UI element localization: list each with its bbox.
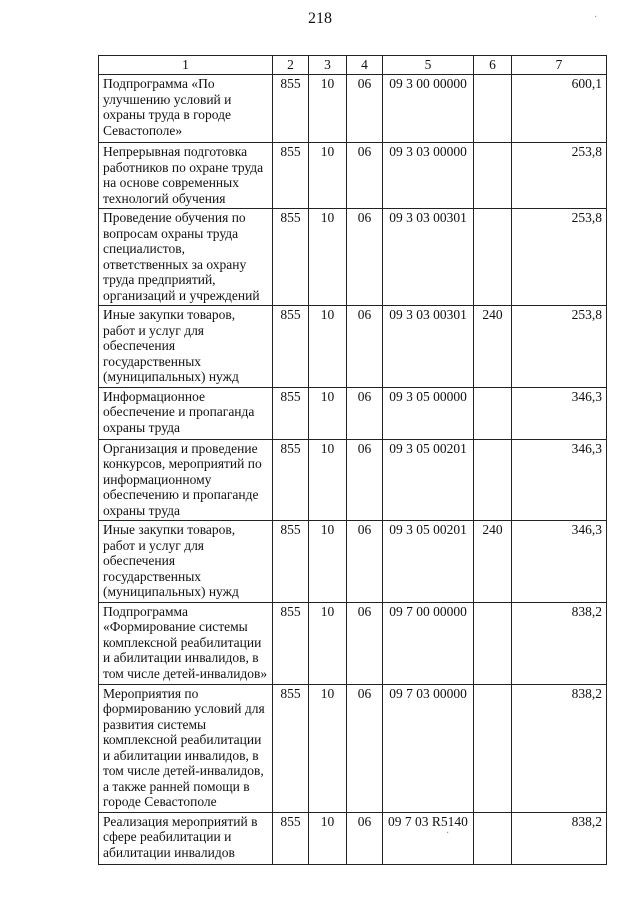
row-department: 855 — [273, 143, 309, 209]
row-amount: 600,1 — [512, 75, 607, 143]
row-subsection: 06 — [347, 602, 383, 684]
row-subsection: 06 — [347, 521, 383, 603]
row-target-article: 09 3 05 00000 — [383, 387, 474, 439]
row-subsection: 06 — [347, 439, 383, 521]
row-amount: 838,2 — [512, 812, 607, 864]
table-row — [99, 387, 607, 439]
row-expense-type — [474, 209, 512, 306]
row-target-article: 09 3 05 00201 — [383, 521, 474, 603]
row-subsection: 06 — [347, 209, 383, 306]
row-target-article: 09 3 03 00301 — [383, 306, 474, 388]
row-section: 10 — [309, 143, 347, 209]
row-department: 855 — [273, 812, 309, 864]
row-department: 855 — [273, 387, 309, 439]
row-section: 10 — [309, 387, 347, 439]
row-amount: 346,3 — [512, 387, 607, 439]
row-target-article: 09 7 03 00000 — [383, 684, 474, 812]
row-target-article: 09 3 05 00201 — [383, 439, 474, 521]
row-expense-type — [474, 143, 512, 209]
table-row — [99, 143, 607, 209]
row-department: 855 — [273, 439, 309, 521]
row-expense-type — [474, 387, 512, 439]
row-amount: 838,2 — [512, 602, 607, 684]
row-name: Мероприятия по формированию условий для развития системы комплексной реабилитации и абилитации инвалидов, в том числе детей-инвалидов, а также ранней помощи в городе Севастополе — [99, 684, 273, 812]
table-row — [99, 812, 607, 864]
table-row — [99, 684, 607, 812]
row-expense-type — [474, 602, 512, 684]
row-amount: 253,8 — [512, 209, 607, 306]
table-row — [99, 75, 607, 143]
row-department: 855 — [273, 209, 309, 306]
row-amount: 253,8 — [512, 143, 607, 209]
row-section: 10 — [309, 521, 347, 603]
table-header-row — [99, 56, 607, 75]
row-target-article: 09 3 03 00000 — [383, 143, 474, 209]
row-target-article: 09 7 00 00000 — [383, 602, 474, 684]
row-amount: 838,2 — [512, 684, 607, 812]
row-amount: 346,3 — [512, 439, 607, 521]
row-subsection: 06 — [347, 387, 383, 439]
page-number: 218 — [308, 10, 332, 27]
row-expense-type — [474, 75, 512, 143]
row-section: 10 — [309, 602, 347, 684]
row-expense-type: 240 — [474, 306, 512, 388]
table-row — [99, 209, 607, 306]
header-col-5: 5 — [383, 56, 474, 75]
row-target-article: 09 3 03 00301 — [383, 209, 474, 306]
header-col-2: 2 — [273, 56, 309, 75]
row-expense-type — [474, 684, 512, 812]
header-col-7: 7 — [512, 56, 607, 75]
row-expense-type — [474, 439, 512, 521]
table-row — [99, 602, 607, 684]
header-col-3: 3 — [309, 56, 347, 75]
row-section: 10 — [309, 209, 347, 306]
row-name: Информационное обеспечение и пропаганда охраны труда — [99, 387, 273, 439]
row-name: Иные закупки товаров, работ и услуг для обеспечения государственных (муниципальных) нужд — [99, 521, 273, 603]
row-expense-type: 240 — [474, 521, 512, 603]
row-section: 10 — [309, 439, 347, 521]
row-department: 855 — [273, 521, 309, 603]
row-amount: 346,3 — [512, 521, 607, 603]
row-section: 10 — [309, 812, 347, 864]
row-subsection: 06 — [347, 143, 383, 209]
header-col-1: 1 — [99, 56, 273, 75]
row-subsection: 06 — [347, 75, 383, 143]
row-name: Проведение обучения по вопросам охраны труда специалистов, ответственных за охрану труда предприятий, организаций и учреждений — [99, 209, 273, 306]
row-department: 855 — [273, 684, 309, 812]
row-subsection: 06 — [347, 306, 383, 388]
row-name: Непрерывная подготовка работников по охране труда на основе современных технологий обучения — [99, 143, 273, 209]
row-expense-type — [474, 812, 512, 864]
row-target-article: 09 3 00 00000 — [383, 75, 474, 143]
row-name: Реализация мероприятий в сфере реабилитации и абилитации инвалидов — [99, 812, 273, 864]
row-department: 855 — [273, 306, 309, 388]
row-section: 10 — [309, 306, 347, 388]
header-col-4: 4 — [347, 56, 383, 75]
row-department: 855 — [273, 75, 309, 143]
row-name: Подпрограмма «По улучшению условий и охраны труда в городе Севастополе» — [99, 75, 273, 143]
row-name: Подпрограмма «Формирование системы комплексной реабилитации и абилитации инвалидов, в том числе детей-инвалидов» — [99, 602, 273, 684]
row-name: Иные закупки товаров, работ и услуг для обеспечения государственных (муниципальных) нужд — [99, 306, 273, 388]
budget-table — [98, 55, 607, 865]
row-name: Организация и проведение конкурсов, мероприятий по информационному обеспечению и пропаганде охраны труда — [99, 439, 273, 521]
table-row — [99, 521, 607, 603]
table-row — [99, 439, 607, 521]
row-section: 10 — [309, 684, 347, 812]
scan-speck: · — [594, 12, 598, 23]
row-subsection: 06 — [347, 812, 383, 864]
header-col-6: 6 — [474, 56, 512, 75]
table-row — [99, 306, 607, 388]
row-subsection: 06 — [347, 684, 383, 812]
row-department: 855 — [273, 602, 309, 684]
row-amount: 253,8 — [512, 306, 607, 388]
scan-speck: · — [446, 828, 450, 839]
row-section: 10 — [309, 75, 347, 143]
row-target-article: 09 7 03 R5140 — [383, 812, 474, 864]
